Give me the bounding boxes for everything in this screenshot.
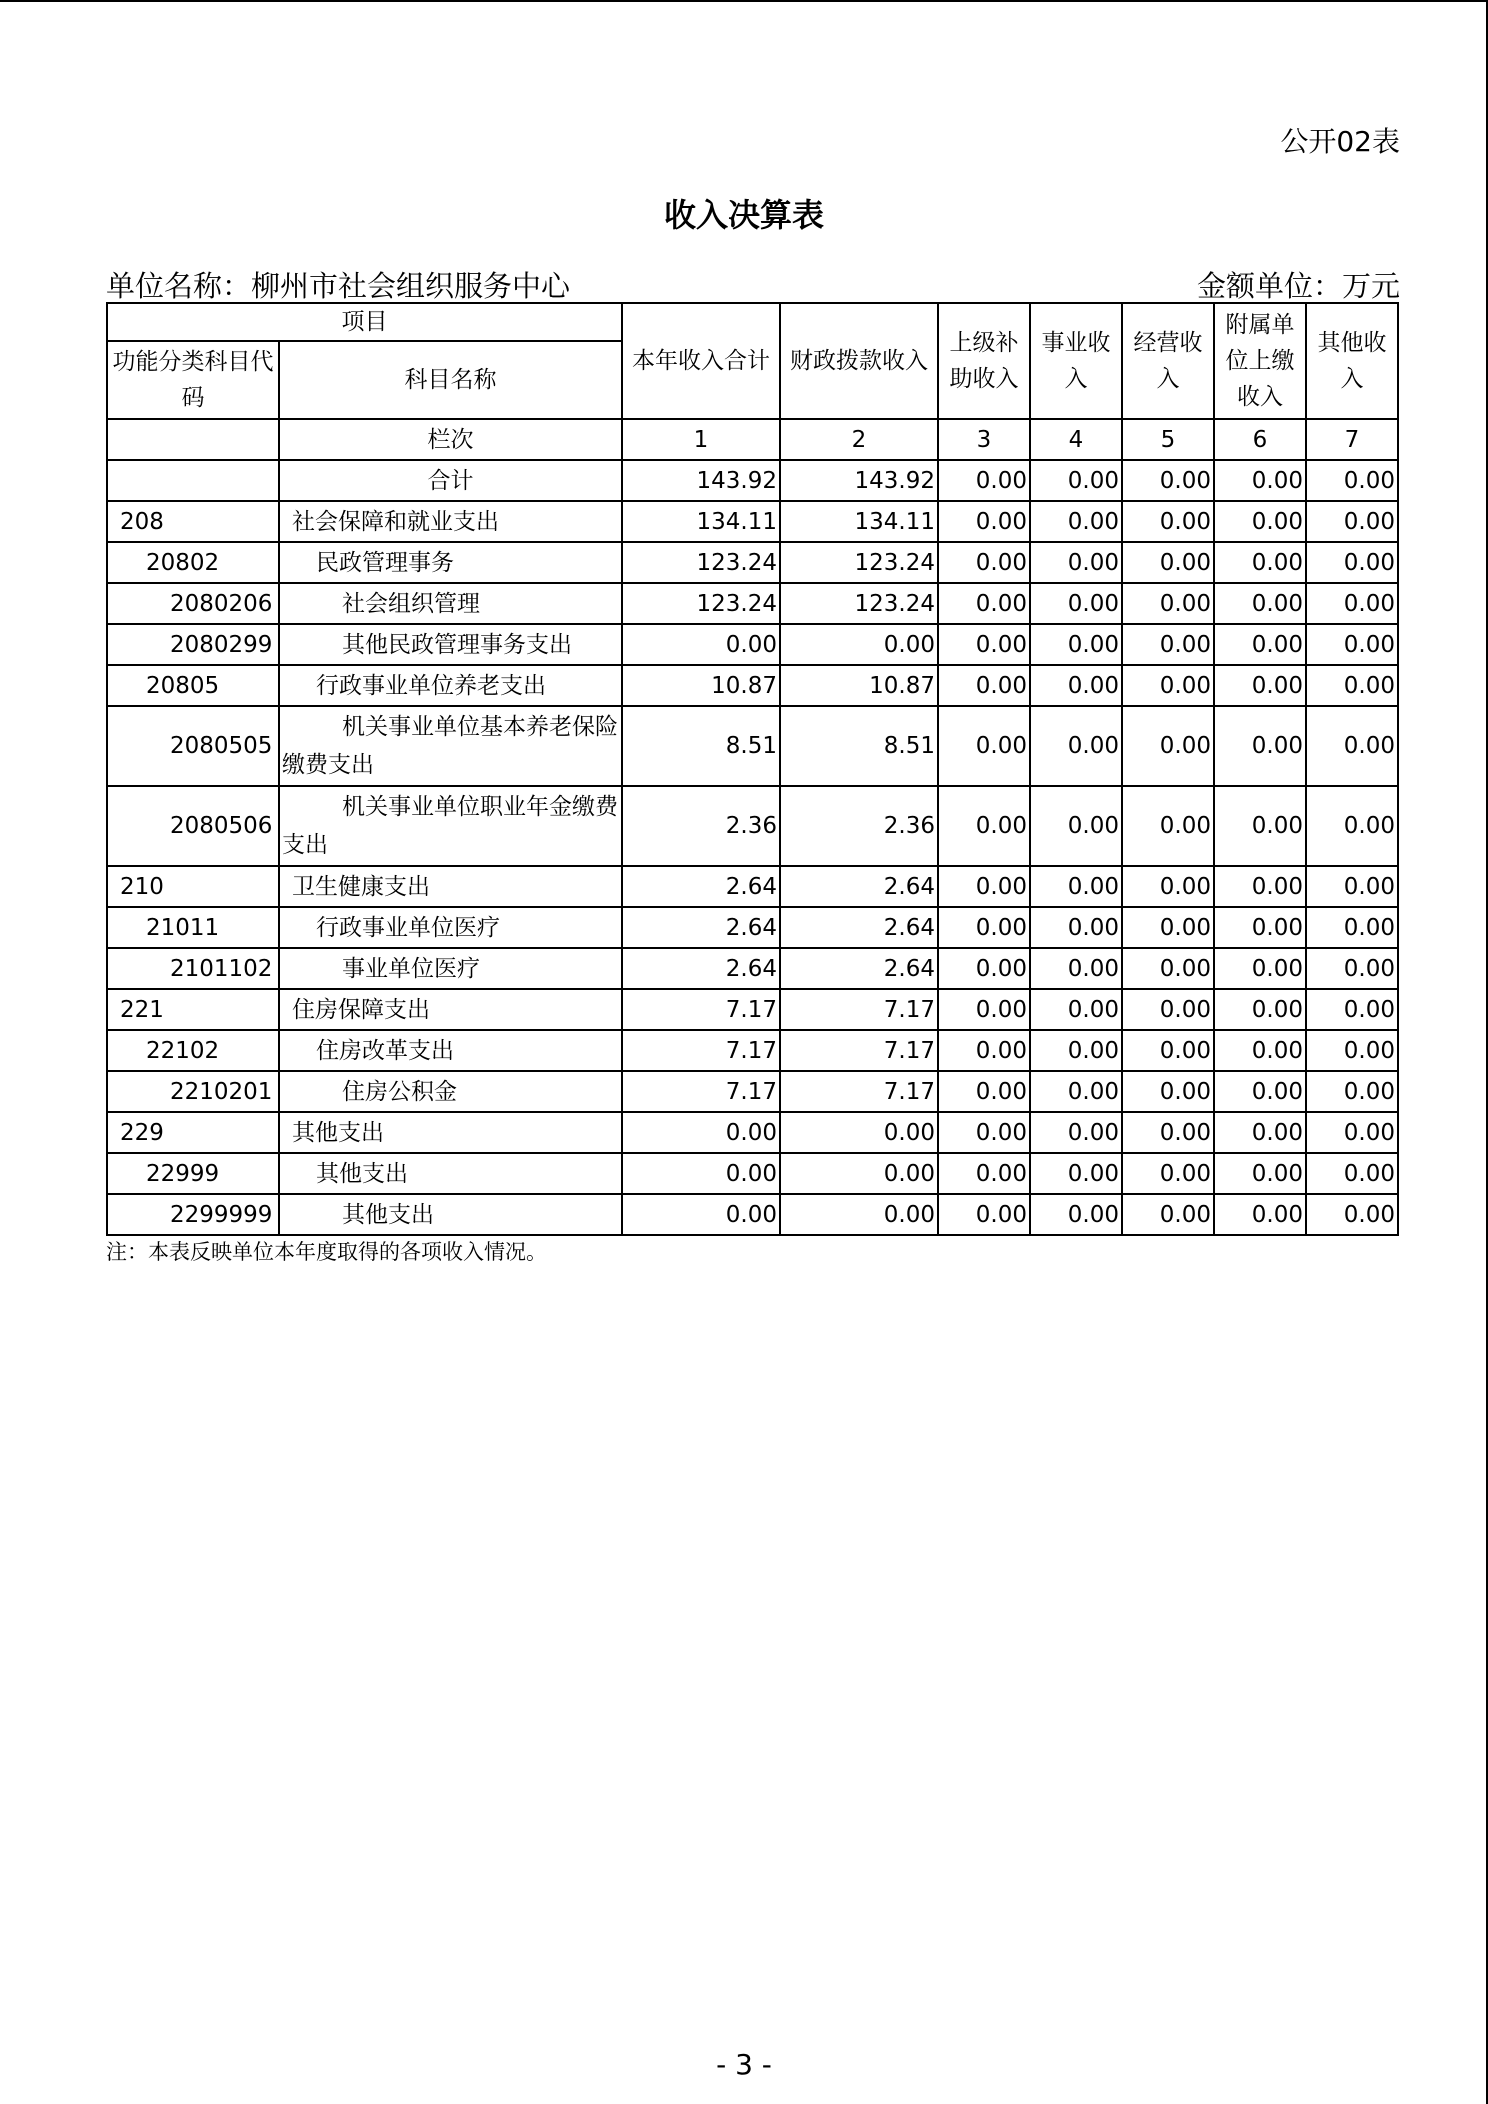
row-value: 0.00: [1030, 542, 1122, 583]
row-value: 0.00: [938, 1071, 1030, 1112]
row-value: 0.00: [938, 1030, 1030, 1071]
row-value: 0.00: [622, 624, 780, 665]
row-value: 0.00: [1030, 706, 1122, 786]
row-value: 2.36: [780, 786, 938, 866]
row-value: 0.00: [1214, 501, 1306, 542]
row-value: 0.00: [1030, 1071, 1122, 1112]
row-value: 0.00: [1030, 989, 1122, 1030]
row-value: 0.00: [1214, 989, 1306, 1030]
row-name: 其他支出: [279, 1153, 622, 1194]
header-col-3: 上级补助收入: [938, 303, 1030, 419]
row-value: 2.36: [622, 786, 780, 866]
row-value: 0.00: [1030, 665, 1122, 706]
row-value: 0.00: [938, 583, 1030, 624]
row-name: 机关事业单位基本养老保险缴费支出: [279, 706, 622, 786]
row-code: 2080206: [107, 583, 279, 624]
row-value: 0.00: [1306, 1030, 1398, 1071]
row-name: 住房公积金: [279, 1071, 622, 1112]
row-name: 行政事业单位养老支出: [279, 665, 622, 706]
row-value: 0.00: [1214, 624, 1306, 665]
index-2: 2: [780, 419, 938, 460]
row-name: 民政管理事务: [279, 542, 622, 583]
row-value: 0.00: [1030, 948, 1122, 989]
total-label: 合计: [279, 460, 622, 501]
row-name: 社会组织管理: [279, 583, 622, 624]
row-value: 0.00: [1214, 1030, 1306, 1071]
row-value: 7.17: [622, 989, 780, 1030]
table-row: [107, 866, 1398, 907]
row-value: 0.00: [1214, 907, 1306, 948]
row-value: 0.00: [1122, 786, 1214, 866]
row-value: 0.00: [1306, 665, 1398, 706]
row-value: 7.17: [622, 1071, 780, 1112]
total-value: 0.00: [938, 460, 1030, 501]
row-code: 210: [107, 866, 279, 907]
index-5: 5: [1122, 419, 1214, 460]
index-7: 7: [1306, 419, 1398, 460]
row-value: 123.24: [780, 542, 938, 583]
table-row: [107, 501, 1398, 542]
row-value: 0.00: [1122, 706, 1214, 786]
row-value: 0.00: [1122, 1071, 1214, 1112]
row-code: 2101102: [107, 948, 279, 989]
row-value: 0.00: [938, 989, 1030, 1030]
unit-name: 单位名称：柳州市社会组织服务中心: [106, 269, 571, 303]
table-row: [107, 706, 1398, 786]
index-label: 栏次: [279, 419, 622, 460]
row-value: 2.64: [780, 948, 938, 989]
row-value: 0.00: [1306, 1194, 1398, 1235]
table-note: 注：本表反映单位本年度取得的各项收入情况。: [106, 1240, 547, 1264]
row-value: 0.00: [938, 1112, 1030, 1153]
row-value: 0.00: [1306, 1071, 1398, 1112]
table-row: [107, 1071, 1398, 1112]
row-name: 事业单位医疗: [279, 948, 622, 989]
row-value: 0.00: [622, 1194, 780, 1235]
row-value: 0.00: [780, 624, 938, 665]
table-row: [107, 1112, 1398, 1153]
row-value: 2.64: [780, 907, 938, 948]
header-col-7: 其他收入: [1306, 303, 1398, 419]
row-value: 0.00: [1214, 1194, 1306, 1235]
row-name: 住房改革支出: [279, 1030, 622, 1071]
row-value: 0.00: [1030, 907, 1122, 948]
row-value: 0.00: [1030, 1194, 1122, 1235]
row-code: 20805: [107, 665, 279, 706]
row-value: 2.64: [622, 948, 780, 989]
row-value: 8.51: [622, 706, 780, 786]
row-value: 123.24: [622, 542, 780, 583]
table-row: [107, 948, 1398, 989]
row-value: 0.00: [1306, 866, 1398, 907]
row-value: 0.00: [938, 948, 1030, 989]
row-value: 7.17: [622, 1030, 780, 1071]
total-code: [107, 460, 279, 501]
row-value: 0.00: [1122, 665, 1214, 706]
row-value: 0.00: [780, 1194, 938, 1235]
row-value: 0.00: [1122, 624, 1214, 665]
page-number: - 3 -: [716, 2048, 772, 2081]
header-code: 功能分类科目代码: [107, 341, 279, 419]
row-code: 2080299: [107, 624, 279, 665]
row-code: 2210201: [107, 1071, 279, 1112]
row-code: 208: [107, 501, 279, 542]
row-value: 0.00: [938, 542, 1030, 583]
form-number: 公开02表: [1280, 125, 1400, 158]
row-code: 2299999: [107, 1194, 279, 1235]
header-col-1: 本年收入合计: [622, 303, 780, 419]
table-row: [107, 907, 1398, 948]
row-value: 0.00: [1306, 501, 1398, 542]
table-row: [107, 786, 1398, 866]
row-value: 0.00: [1122, 948, 1214, 989]
row-name: 其他支出: [279, 1194, 622, 1235]
table-row: [107, 1153, 1398, 1194]
total-row: [107, 460, 1398, 501]
row-value: 0.00: [622, 1112, 780, 1153]
row-value: 0.00: [1306, 1153, 1398, 1194]
table-row: [107, 1194, 1398, 1235]
row-code: 21011: [107, 907, 279, 948]
total-value: 0.00: [1030, 460, 1122, 501]
row-value: 0.00: [1306, 542, 1398, 583]
table-row: [107, 989, 1398, 1030]
row-value: 134.11: [780, 501, 938, 542]
row-value: 2.64: [622, 907, 780, 948]
table-row: [107, 624, 1398, 665]
row-value: 7.17: [780, 1071, 938, 1112]
row-name: 住房保障支出: [279, 989, 622, 1030]
row-value: 0.00: [1214, 1112, 1306, 1153]
row-value: 0.00: [1306, 624, 1398, 665]
row-value: 0.00: [1306, 948, 1398, 989]
table-row: [107, 1030, 1398, 1071]
row-code: 2080505: [107, 706, 279, 786]
row-value: 0.00: [1122, 1112, 1214, 1153]
row-value: 2.64: [622, 866, 780, 907]
row-name: 社会保障和就业支出: [279, 501, 622, 542]
header-col-4: 事业收入: [1030, 303, 1122, 419]
index-4: 4: [1030, 419, 1122, 460]
row-value: 0.00: [938, 1153, 1030, 1194]
total-value: 0.00: [1306, 460, 1398, 501]
total-value: 0.00: [1214, 460, 1306, 501]
row-value: 0.00: [1306, 989, 1398, 1030]
row-value: 10.87: [622, 665, 780, 706]
total-value: 143.92: [622, 460, 780, 501]
row-value: 0.00: [780, 1153, 938, 1194]
row-code: 20802: [107, 542, 279, 583]
index-3: 3: [938, 419, 1030, 460]
row-code: 22999: [107, 1153, 279, 1194]
table-row: [107, 665, 1398, 706]
row-value: 0.00: [1306, 786, 1398, 866]
row-value: 0.00: [1030, 583, 1122, 624]
row-value: 0.00: [1122, 583, 1214, 624]
row-value: 0.00: [1214, 1153, 1306, 1194]
header-col-2: 财政拨款收入: [780, 303, 938, 419]
page-title: 收入决算表: [663, 196, 824, 234]
amount-unit: 金额单位：万元: [1196, 269, 1400, 303]
row-value: 2.64: [780, 866, 938, 907]
row-value: 0.00: [938, 907, 1030, 948]
row-code: 22102: [107, 1030, 279, 1071]
row-value: 0.00: [1306, 583, 1398, 624]
row-name: 行政事业单位医疗: [279, 907, 622, 948]
row-value: 0.00: [780, 1112, 938, 1153]
row-value: 134.11: [622, 501, 780, 542]
header-col-6: 附属单位上缴收入: [1214, 303, 1306, 419]
row-value: 0.00: [1122, 542, 1214, 583]
row-value: 0.00: [1030, 1153, 1122, 1194]
index-6: 6: [1214, 419, 1306, 460]
row-value: 0.00: [1030, 786, 1122, 866]
row-value: 0.00: [1122, 989, 1214, 1030]
index-blank: [107, 419, 279, 460]
row-value: 0.00: [938, 706, 1030, 786]
total-value: 0.00: [1122, 460, 1214, 501]
row-value: 7.17: [780, 1030, 938, 1071]
table-row: [107, 542, 1398, 583]
income-table: [106, 302, 1399, 1236]
row-value: 0.00: [1030, 866, 1122, 907]
total-value: 143.92: [780, 460, 938, 501]
row-value: 0.00: [1030, 1030, 1122, 1071]
row-value: 0.00: [1214, 1071, 1306, 1112]
row-code: 229: [107, 1112, 279, 1153]
row-value: 0.00: [938, 665, 1030, 706]
row-code: 221: [107, 989, 279, 1030]
row-value: 0.00: [1122, 1030, 1214, 1071]
row-value: 0.00: [938, 501, 1030, 542]
row-value: 0.00: [1030, 501, 1122, 542]
header-col-5: 经营收入: [1122, 303, 1214, 419]
row-value: 8.51: [780, 706, 938, 786]
row-name: 其他民政管理事务支出: [279, 624, 622, 665]
row-value: 0.00: [938, 624, 1030, 665]
row-code: 2080506: [107, 786, 279, 866]
row-name: 机关事业单位职业年金缴费支出: [279, 786, 622, 866]
row-value: 0.00: [1214, 665, 1306, 706]
row-value: 0.00: [1122, 1153, 1214, 1194]
index-1: 1: [622, 419, 780, 460]
table-row: [107, 583, 1398, 624]
row-value: 123.24: [780, 583, 938, 624]
row-value: 0.00: [1122, 501, 1214, 542]
row-value: 0.00: [1214, 583, 1306, 624]
row-value: 7.17: [780, 989, 938, 1030]
row-value: 0.00: [622, 1153, 780, 1194]
row-value: 0.00: [1214, 786, 1306, 866]
row-name: 其他支出: [279, 1112, 622, 1153]
row-value: 10.87: [780, 665, 938, 706]
row-value: 0.00: [1122, 1194, 1214, 1235]
row-value: 0.00: [1306, 706, 1398, 786]
page-top-border: [0, 0, 1488, 2]
row-value: 0.00: [1214, 948, 1306, 989]
row-value: 0.00: [1306, 907, 1398, 948]
row-value: 0.00: [1214, 542, 1306, 583]
row-value: 0.00: [1214, 706, 1306, 786]
row-value: 0.00: [1030, 624, 1122, 665]
header-item: 项目: [107, 303, 622, 341]
row-value: 0.00: [938, 866, 1030, 907]
row-name: 卫生健康支出: [279, 866, 622, 907]
row-value: 123.24: [622, 583, 780, 624]
row-value: 0.00: [1122, 866, 1214, 907]
row-value: 0.00: [1306, 1112, 1398, 1153]
row-value: 0.00: [1122, 907, 1214, 948]
row-value: 0.00: [1214, 866, 1306, 907]
row-value: 0.00: [938, 786, 1030, 866]
row-value: 0.00: [1030, 1112, 1122, 1153]
header-name: 科目名称: [279, 341, 622, 419]
row-value: 0.00: [938, 1194, 1030, 1235]
